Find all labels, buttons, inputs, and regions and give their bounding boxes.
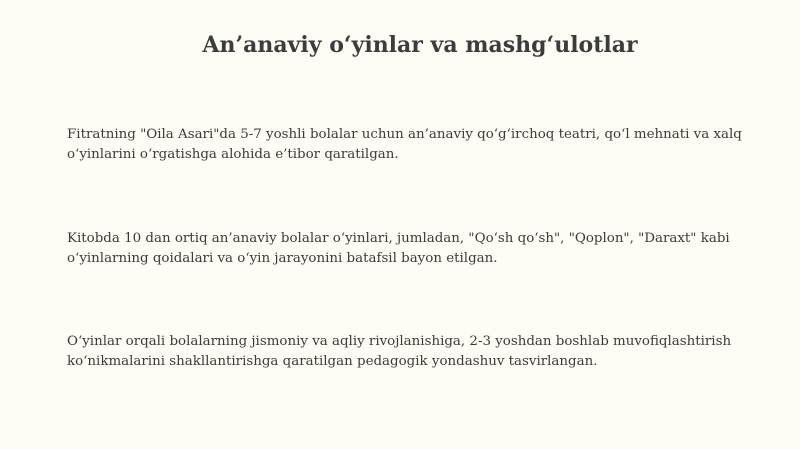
slide-title: An’anaviy o‘yinlar va mashg‘ulotlar (202, 32, 638, 58)
paragraph-3: O‘yinlar orqali bolalarning jismoniy va aqliy rivojlanishiga, 2-3 yoshdan boshlab muvofiqlashtirish ko‘nikmalarini shakllantirishga qaratilgan pedagogik yondashuv tasvirlangan. (67, 334, 732, 369)
paragraph-1: Fitratning "Oila Asari"da 5-7 yoshli bolalar uchun an’anaviy qo‘g‘irchoq teatri, qo‘l mehnati va xalq o‘yinlarini o‘rgatishga alohida e’tibor qaratilgan. (67, 127, 742, 162)
paragraph-2: Kitobda 10 dan ortiq an’anaviy bolalar o‘yinlari, jumladan, "Qo‘sh qo‘sh", "Qoplon", "Daraxt" kabi o‘yinlarning qoidalari va o‘yin jarayonini batafsil bayon etilgan. (67, 231, 730, 266)
